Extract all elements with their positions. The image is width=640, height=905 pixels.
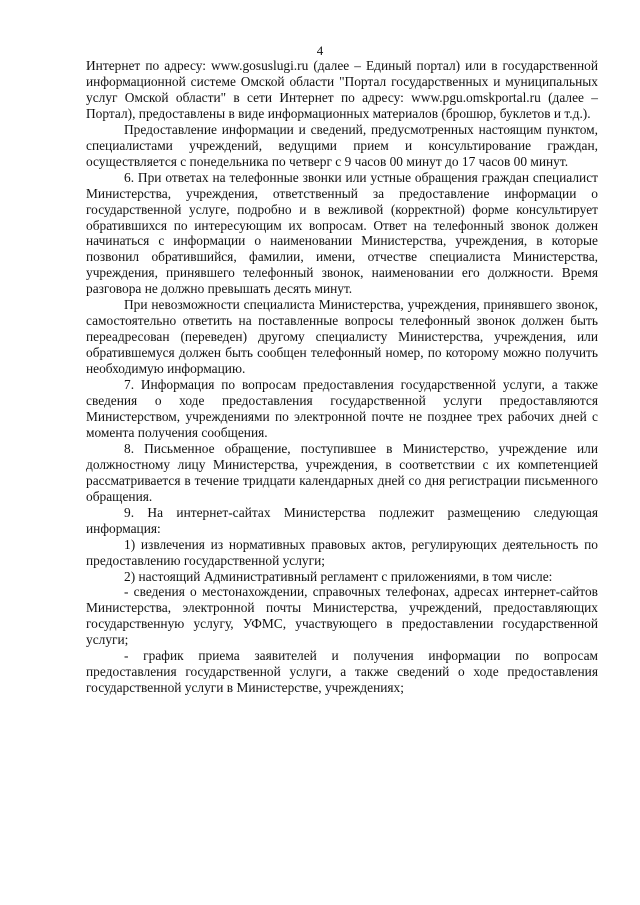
- list-item-2-regulation: 2) настоящий Административный регламент с приложениями, в том числе:: [124, 568, 553, 584]
- paragraph-call-forwarding: При невозможности специалиста Министерства, учреждения, принявшего звонок, самостоятельно ответить на поставленные вопросы телефонный звонок должен быть переадресован (переведен) другому специалисту Министерства, учреждения, или обратившемуся должен быть сообщен телефонный номер, по которому можно получить необходимую информацию.: [86, 297, 598, 377]
- paragraph-portal-addresses: Интернет по адресу: www.gosuslugi.ru (далее – Единый портал) или в государственной информационной системе Омской области "Портал государственных и муниципальных услуг Омской области" в сети Интернет по адресу: www.pgu.omskportal.ru (далее – Портал), предоставлены в виде информационных материалов (брошюр, буклетов и т.д.).: [86, 58, 598, 121]
- paragraph-item-7-email-info: 7. Информация по вопросам предоставления государственной услуги, а также сведения о ходе предоставления государственной услуги предоставляются Министерством, учреждениями по электронной почте не позднее трех рабочих дней с момента получения сообщения.: [86, 377, 598, 440]
- document-body: [86, 58, 598, 696]
- paragraph-consultation-hours: Предоставление информации и сведений, предусмотренных настоящим пунктом, специалистами учреждений, ведущими прием и консультирование граждан, осуществляется с понедельника по четверг с 9 часов 00 минут до 17 часов 00 минут.: [86, 121, 598, 169]
- paragraph-item-9-website-info: 9. На интернет-сайтах Министерства подлежит размещению следующая информация:: [86, 504, 598, 536]
- sub-item-location-contacts: - сведения о местонахождении, справочных телефонах, адресах интернет-сайтов Министерства, электронной почты Министерства, учреждений, предоставляющих государственную услугу, УФМС, участвующего в предоставлении государственной услуги;: [86, 584, 598, 648]
- paragraph-item-8-written-appeal: 8. Письменное обращение, поступившее в Министерство, учреждение или должностному лицу Министерства, учреждения, в соответствии с их компетенцией рассматривается в течение тридцати календарных дней со дня регистрации письменного обращения.: [86, 440, 598, 504]
- sub-item-reception-schedule: - график приема заявителей и получения информации по вопросам предоставления государственной услуги, а также сведений о ходе предоставления государственной услуги в Министерстве, учреждениях;: [86, 648, 598, 696]
- list-item-1-extracts: 1) извлечения из нормативных правовых актов, регулирующих деятельность по предоставлению государственной услуги;: [86, 536, 598, 568]
- page-number: 4: [316, 43, 324, 58]
- paragraph-item-6-phone-calls: 6. При ответах на телефонные звонки или устные обращения граждан специалист Министерства, учреждения, ответственный за предоставление информации о государственной услуге, подробно и в вежливой (корректной) форме консультирует обратившихся по интересующим их вопросам. Ответ на телефонный звонок должен начинаться с информации о наименовании Министерства, учреждения, в которые позвонил обратившийся, фамилии, имени, отчестве специалиста Министерства, учреждения, принявшего телефонный звонок, наименовании его должности. Время разговора не должно превышать десять минут.: [86, 169, 598, 297]
